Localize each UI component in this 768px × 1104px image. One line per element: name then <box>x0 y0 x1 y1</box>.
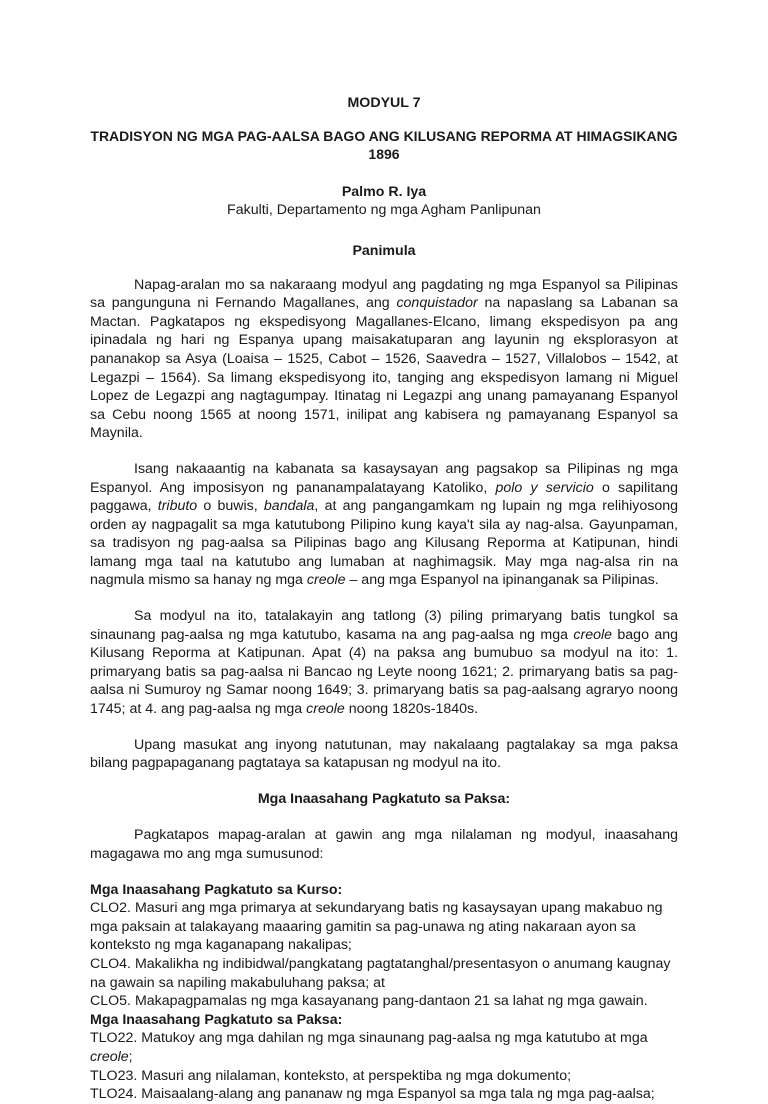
intro-paragraph-3 <box>90 607 678 719</box>
italic-term: tributo <box>157 498 198 515</box>
intro-paragraph-2 <box>90 460 678 590</box>
module-title: TRADISYON NG MGA PAG-AALSA BAGO ANG KILUSANG REPORMA AT HIMAGSIKANG 1896 <box>90 127 678 163</box>
topic-outcomes-heading: Mga Inaasahang Pagkatuto sa Paksa: <box>90 1011 343 1028</box>
outcome-tlo24: TLO24. Maisaalang-alang ang pananaw ng mga Espanyol sa mga tala ng mga pag-aalsa; <box>90 1086 655 1103</box>
text-run: TLO22. Matukoy ang mga dahilan ng mga sinaunang pag-aalsa ng mga katutubo at mga <box>90 1030 648 1047</box>
italic-term: creole <box>90 1048 129 1065</box>
text-run: – ang mga Espanyol na ipinanganak sa Pilipinas. <box>345 572 659 589</box>
outcomes-list <box>90 881 678 1104</box>
outcome-clo5: CLO5. Makapagpamalas ng mga kasayanang pang-dantaon 21 sa lahat ng mga gawain. <box>90 993 648 1010</box>
module-number: MODYUL 7 <box>347 95 421 111</box>
course-outcomes-heading: Mga Inaasahang Pagkatuto sa Kurso: <box>90 881 343 898</box>
text-run: Sa modyul na ito, tatalakayin ang tatlong (3) piling primaryang batis tungkol sa sinaunang pag-aalsa ng mga katutubo, kasama na ang pag-aalsa ng mga <box>90 608 678 643</box>
outcome-tlo23: TLO23. Masuri ang nilalaman, konteksto, at perspektiba ng mga dokumento; <box>90 1067 572 1084</box>
outcome-clo2: CLO2. Masuri ang mga primarya at sekundaryang batis ng kasaysayan upang makabuo ng mga paksain at talakayang maaaring gamitin sa pag-unawa ng ating nakaraan ayon sa konteksto ng mga kaganapang nakalipas; <box>90 900 663 954</box>
intro-paragraph-1 <box>90 276 678 443</box>
author-name: Palmo R. Iya <box>341 183 427 200</box>
intro-paragraph-4: Upang masukat ang inyong natutunan, may nakalaang pagtalakay sa mga paksa bilang pagpapaganang pagtataya sa katapusan ng modyul na ito. <box>90 736 678 772</box>
author-department: Fakulti, Departamento ng mga Agham Panlipunan <box>227 202 541 219</box>
section-heading-outcomes: Mga Inaasahang Pagkatuto sa Paksa: <box>257 790 511 807</box>
italic-term: creole <box>573 626 613 643</box>
text-run: o buwis, <box>197 498 264 515</box>
text-run: na napaslang sa Labanan sa Mactan. Pagkatapos ng ekspedisyong Magallanes-Elcano, limang ekspedisyon pa ang ipinadala ng hari ng Espanya upang maisakatuparan ang layunin ng eksplorasyon at pananakop sa Asya (Loaisa – 1525, Cabot – 1526, Saavedra – 1527, Villalobos – 1542, at Legazpi – 1564). Sa limang ekspedisyong ito, tanging ang ekspedisyon lamang ni Miguel Lopez de Legazpi ang nagtagumpay. Itinatag ni Legazpi ang unang pamayanang Espanyol sa Cebu noong 1565 at noong 1571, inilipat ang kabisera ng pamayanang Espanyol sa Maynila. <box>90 295 678 442</box>
section-heading-panimula: Panimula <box>352 242 416 259</box>
text-run: , at ang pangangamkam ng lupain ng mga relihiyosong orden ay nagpagalit sa mga katutubong Pilipino kung kaya't sila ay nag-alsa. Gayunpaman, sa tradisyon ng pag-aalsa sa Pilipinas bago ang Kilusang Reporma at Katipunan, hindi lamang mga taal na katutubo ang lumaban at naghimagsik. May mga nag-alsa rin na nagmula mismo sa hanay ng mga <box>90 498 678 589</box>
italic-term: conquistador <box>396 295 478 312</box>
text-run: o sapilitang paggawa, <box>90 479 678 515</box>
italic-term: polo y servicio <box>495 479 594 496</box>
outcomes-intro: Pagkatapos mapag-aralan at gawin ang mga nilalaman ng modyul, inaasahang magagawa mo ang mga sumusunod: <box>90 827 678 862</box>
text-run: bago ang Kilusang Reporma at Katipunan. Apat (4) na paksa ang bumubuo sa modyul na ito: 1. primaryang batis sa pag-aalsa ni Bancao ng Leyte noong 1621; 2. primaryang batis sa pag-aalsa ni Sumuroy ng Samar noong 1649; 3. primaryang batis sa pag-aalsang agraryo noong 1745; at 4. ang pag-aalsa ng mga <box>90 626 678 718</box>
italic-term: creole <box>306 701 345 718</box>
outcome-clo4: CLO4. Makalikha ng indibidwal/pangkatang pagtatanghal/presentasyon o anumang kaugnay na gawain sa napiling makabuluhang paksa; at <box>90 955 671 991</box>
text-run: Isang nakaaantig na kabanata sa kasaysayan ang pagsakop sa Pilipinas ng mga Espanyol. Ang imposisyon ng pananampalatayang Katoliko, <box>90 460 678 496</box>
text-run: noong 1820s-1840s. <box>344 701 479 718</box>
italic-term: bandala <box>263 498 315 515</box>
text-run: Napag-aralan mo sa nakaraang modyul ang pagdating ng mga Espanyol sa Pilipinas sa pangunguna ni Fernando Magallanes, ang <box>90 276 678 312</box>
text-run: ; <box>128 1048 133 1065</box>
outcome-tlo22 <box>90 1029 678 1066</box>
italic-term: creole <box>306 572 346 589</box>
